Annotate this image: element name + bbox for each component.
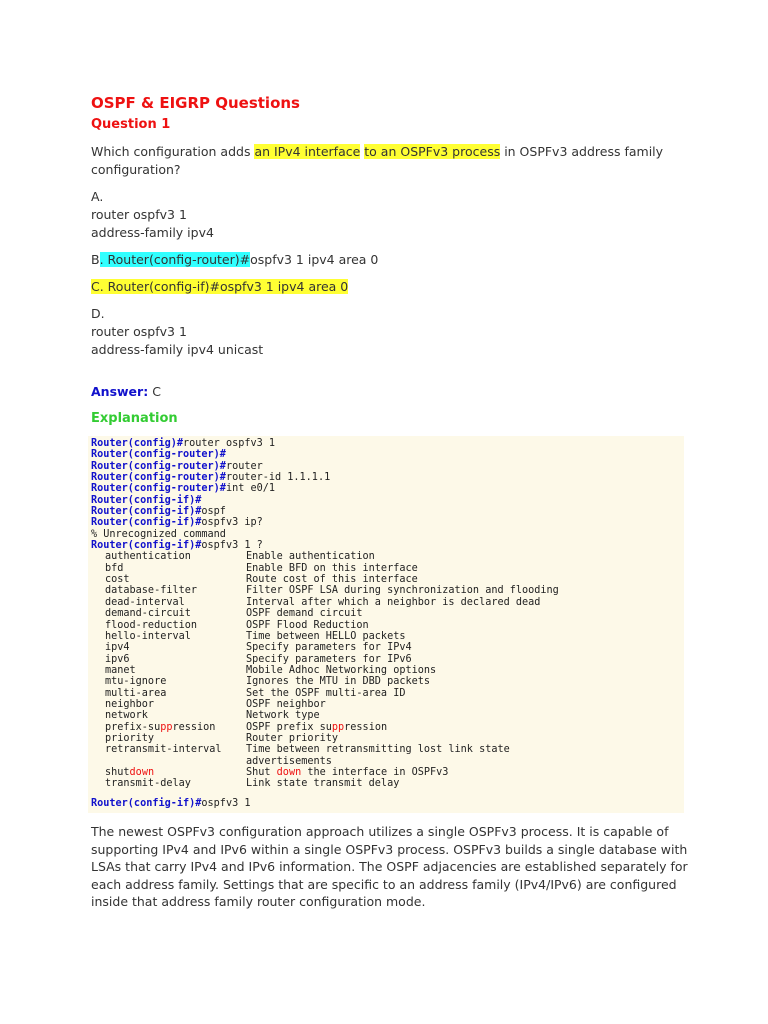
cli-command: % Unrecognized command xyxy=(91,528,226,540)
cli-option-desc: Enable authentication xyxy=(246,551,375,563)
cli-option-desc-part: ression xyxy=(344,721,388,733)
cli-option-row xyxy=(91,665,681,676)
question-pre: Which configuration adds xyxy=(91,144,255,159)
cli-option-row xyxy=(91,620,681,631)
cli-option-row xyxy=(91,733,681,744)
cli-line xyxy=(91,449,681,460)
cli-command: router ospfv3 1 xyxy=(183,438,276,449)
cli-option-row xyxy=(91,563,681,574)
cli-output-block xyxy=(88,436,684,813)
cli-option-key: mtu-ignore xyxy=(105,676,167,688)
question-highlight-2: to an OSPFv3 process xyxy=(364,144,501,159)
cli-option-row xyxy=(91,574,681,585)
cli-option-row xyxy=(91,631,681,642)
cli-option-key: bfd xyxy=(105,562,124,574)
cli-command: router-id 1.1.1.1 xyxy=(225,472,331,484)
cli-option-row xyxy=(91,676,681,687)
cli-option-row xyxy=(91,778,681,789)
page-title: OSPF & EIGRP Questions xyxy=(91,94,300,112)
cli-option-key: retransmit-interval xyxy=(105,744,222,756)
cli-option-desc: Router priority xyxy=(246,732,339,744)
cli-option-desc: Set the OSPF multi-area ID xyxy=(246,687,406,699)
option-b xyxy=(91,251,691,269)
cli-prompt: Router(config-if)# xyxy=(91,797,202,809)
answer-label: Answer: xyxy=(91,384,149,399)
cli-option-desc: OSPF demand circuit xyxy=(246,608,363,620)
cli-command: router xyxy=(225,460,263,472)
cli-option-row xyxy=(91,608,681,619)
cli-command: int e0/1 xyxy=(225,483,276,495)
cli-line xyxy=(91,517,681,528)
cli-line xyxy=(91,540,681,551)
option-b-label: B xyxy=(91,252,100,267)
cli-final-line xyxy=(91,798,681,809)
cli-option-desc: advertisements xyxy=(246,755,332,767)
cli-prompt: Router(config-if)# xyxy=(91,506,202,518)
cli-option-key: hello-interval xyxy=(105,630,191,642)
question-text xyxy=(91,143,691,179)
cli-option-row xyxy=(91,654,681,665)
option-b-highlight: . Router(config-router)# xyxy=(99,252,251,267)
cli-option-key-highlight: pp xyxy=(160,721,173,733)
cli-option-row xyxy=(91,688,681,699)
cli-option-desc: Link state transmit delay xyxy=(246,778,400,790)
cli-line xyxy=(91,472,681,483)
option-d-label: D. xyxy=(91,306,105,321)
cli-option-row xyxy=(91,699,681,710)
cli-line xyxy=(91,483,681,494)
cli-option-key-part: shut xyxy=(105,766,130,778)
cli-option-key: manet xyxy=(105,664,136,676)
question-highlight-1: an IPv4 interface xyxy=(254,144,361,159)
cli-option-row xyxy=(91,597,681,608)
cli-command: ospfv3 1 xyxy=(201,797,251,809)
cli-command: ospfv3 ip? xyxy=(201,517,263,529)
cli-line xyxy=(91,529,681,540)
cli-line xyxy=(91,461,681,472)
cli-option-desc: Ignores the MTU in DBD packets xyxy=(246,676,431,688)
cli-option-row xyxy=(91,767,681,778)
cli-prompt: Router(config-if)# xyxy=(91,517,202,529)
cli-option-key: database-filter xyxy=(105,585,198,597)
option-d xyxy=(91,305,691,359)
cli-option-key: neighbor xyxy=(105,698,155,710)
option-d-line2: address-family ipv4 unicast xyxy=(91,342,264,357)
cli-option-key: priority xyxy=(105,732,155,744)
cli-option-row xyxy=(91,744,681,755)
cli-option-desc: OSPF Flood Reduction xyxy=(246,619,369,631)
cli-prompt: Router(config-if)# xyxy=(91,494,202,506)
option-d-line1: router ospfv3 1 xyxy=(91,324,187,339)
cli-option-desc-part: OSPF prefix su xyxy=(246,721,332,733)
cli-option-desc: OSPF neighbor xyxy=(246,698,326,710)
cli-option-key xyxy=(105,722,246,733)
option-a-label: A. xyxy=(91,189,104,204)
cli-option-desc-part: Shut xyxy=(246,766,277,778)
cli-option-desc xyxy=(246,767,448,778)
question-number: Question 1 xyxy=(91,117,171,132)
cli-prompt: Router(config-router)# xyxy=(91,449,226,461)
cli-option-row xyxy=(91,710,681,721)
explanation-heading: Explanation xyxy=(91,411,178,426)
cli-option-key: authentication xyxy=(105,551,191,563)
cli-option-key: multi-area xyxy=(105,687,167,699)
cli-option-desc-highlight: down xyxy=(276,766,302,778)
answer-line xyxy=(91,383,691,401)
cli-option-desc-highlight: pp xyxy=(331,721,345,733)
cli-line xyxy=(91,506,681,517)
cli-option-key: network xyxy=(105,710,148,722)
cli-option-row xyxy=(91,642,681,653)
cli-option-key-highlight: down xyxy=(129,766,155,778)
option-c-text: C. Router(config-if)#ospfv3 1 ipv4 area 0 xyxy=(91,279,349,294)
cli-command: ospfv3 1 ? xyxy=(201,540,263,552)
cli-option-key: demand-circuit xyxy=(105,608,191,620)
cli-option-key xyxy=(105,767,246,778)
question-post: in OSPFv3 address family configuration? xyxy=(91,144,664,177)
cli-option-desc xyxy=(246,722,387,733)
option-a-line1: router ospfv3 1 xyxy=(91,207,187,222)
cli-prompt: Router(config-if)# xyxy=(91,540,202,552)
cli-option-desc: Interval after which a neighbor is declared dead xyxy=(246,596,541,608)
option-a xyxy=(91,188,691,242)
cli-option-desc: Network type xyxy=(246,710,320,722)
cli-option-row xyxy=(91,585,681,596)
cli-prompt: Router(config-router)# xyxy=(91,483,226,495)
option-b-rest: ospfv3 1 ipv4 area 0 xyxy=(250,252,379,267)
cli-option-key: transmit-delay xyxy=(105,778,191,790)
cli-option-desc: Filter OSPF LSA during synchronization and flooding xyxy=(246,585,559,597)
cli-option-row xyxy=(91,756,681,767)
cli-option-desc: Route cost of this interface xyxy=(246,574,418,586)
cli-option-desc: Specify parameters for IPv4 xyxy=(246,642,412,654)
cli-option-key: flood-reduction xyxy=(105,619,198,631)
cli-option-key: ipv4 xyxy=(105,642,130,654)
cli-option-row xyxy=(91,551,681,562)
cli-prompt: Router(config-router)# xyxy=(91,460,226,472)
option-c xyxy=(91,278,691,296)
cli-line xyxy=(91,438,681,449)
cli-option-key-part: prefix-su xyxy=(105,721,161,733)
cli-option-desc: Time between retransmitting lost link state xyxy=(246,744,510,756)
cli-option-desc: Mobile Adhoc Networking options xyxy=(246,664,437,676)
cli-option-desc-part: the interface in OSPFv3 xyxy=(301,766,449,778)
cli-option-desc: Specify parameters for IPv6 xyxy=(246,653,412,665)
cli-prompt: Router(config)# xyxy=(91,438,184,449)
document-page xyxy=(91,92,691,911)
cli-option-key: ipv6 xyxy=(105,653,130,665)
cli-option-key: dead-interval xyxy=(105,596,185,608)
cli-option-row xyxy=(91,722,681,733)
option-a-line2: address-family ipv4 xyxy=(91,225,214,240)
cli-option-key-part: ression xyxy=(172,721,216,733)
cli-option-desc: Enable BFD on this interface xyxy=(246,562,418,574)
explanation-paragraph: The newest OSPFv3 configuration approach utilizes a single OSPFv3 process. It is capable of supporting IPv4 and IPv6 within a single OSPFv3 process. OSPFv3 builds a single database with LSAs that carry IPv4 and IPv6 information. The OSPF adjacencies are established separately for each address family. Settings that are specific to an address family (IPv4/IPv6) are configured inside that address family router configuration mode. xyxy=(91,824,688,910)
cli-option-desc: Time between HELLO packets xyxy=(246,630,406,642)
answer-value: C xyxy=(152,384,161,399)
cli-option-key: cost xyxy=(105,574,130,586)
cli-prompt: Router(config-router)# xyxy=(91,472,226,484)
cli-command: ospf xyxy=(201,506,226,518)
cli-line xyxy=(91,495,681,506)
